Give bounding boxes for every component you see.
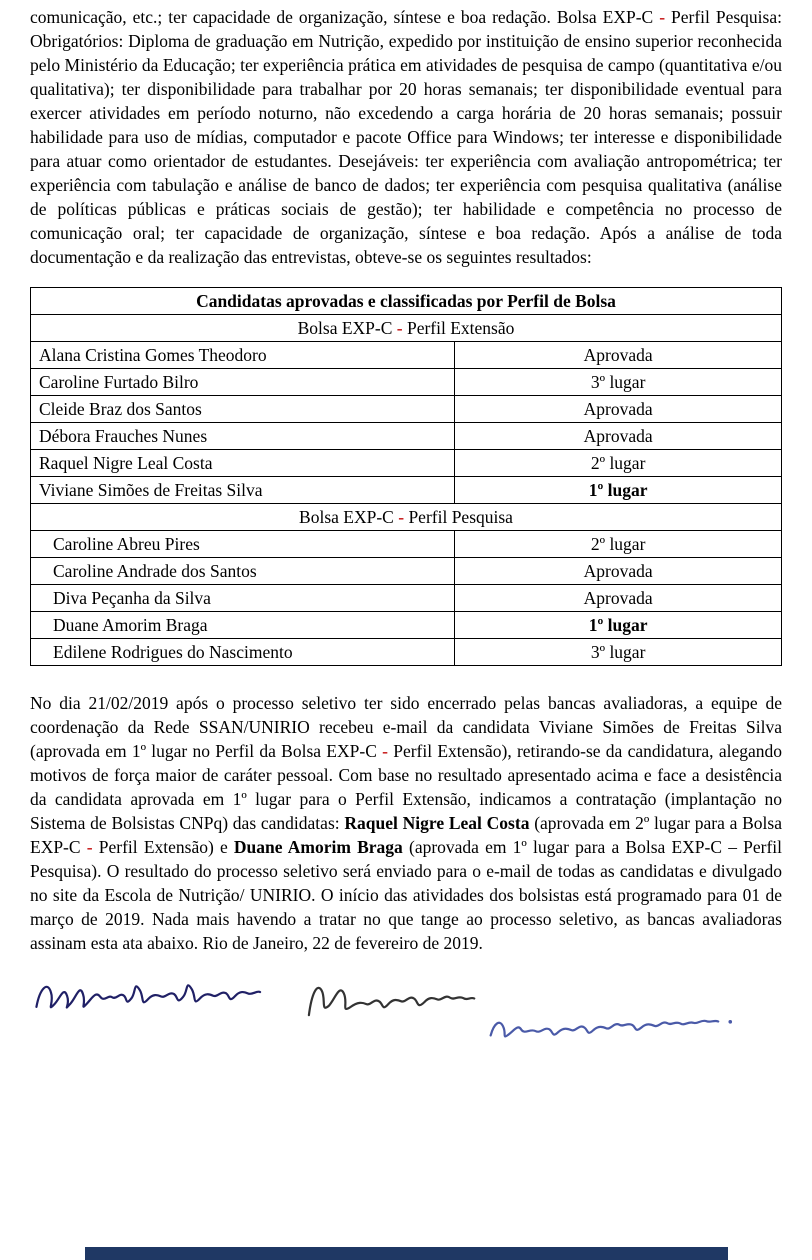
text-run: Perfil Pesquisa <box>404 506 513 527</box>
text-run: (aprovada em 2º lugar para a Bolsa EXP-C <box>30 813 782 857</box>
result-cell: 1º lugar <box>455 477 782 504</box>
table-row <box>31 612 782 639</box>
text-run: Perfil Extensão) e <box>92 837 234 857</box>
candidate-name-cell: Viviane Simões de Freitas Silva <box>31 477 455 504</box>
signature-1-image <box>29 961 266 1024</box>
candidate-name-cell: Caroline Furtado Bilro <box>31 369 455 396</box>
result-cell: Aprovada <box>455 585 782 612</box>
candidate-name-cell: Caroline Abreu Pires <box>31 531 455 558</box>
table-title: Candidatas aprovadas e classificadas por Perfil de Bolsa <box>31 288 782 315</box>
candidate-name-cell: Duane Amorim Braga <box>31 612 455 639</box>
paragraph-top <box>30 5 782 269</box>
bold-text-run: Duane Amorim Braga <box>233 837 403 857</box>
table-row <box>31 477 782 504</box>
result-cell: Aprovada <box>455 396 782 423</box>
result-cell: Aprovada <box>455 342 782 369</box>
signatures-block <box>30 965 782 1075</box>
red-hyphen: - <box>659 7 666 27</box>
table-row <box>31 423 782 450</box>
table-row <box>31 585 782 612</box>
bold-text-run: Raquel Nigre Leal Costa <box>344 813 530 833</box>
result-cell: 3º lugar <box>455 369 782 396</box>
footer-bar <box>85 1247 728 1260</box>
result-cell: 1º lugar <box>455 612 782 639</box>
red-hyphen: - <box>396 317 403 338</box>
paragraph-bottom <box>30 691 782 955</box>
result-cell: 2º lugar <box>455 450 782 477</box>
candidate-name-cell: Raquel Nigre Leal Costa <box>31 450 455 477</box>
candidate-name-cell: Caroline Andrade dos Santos <box>31 558 455 585</box>
text-run: No dia 21/02/2019 após o processo seletivo ter sido encerrado pelas bancas avaliadoras, a equipe de coordenação da Rede SSAN/UNIRIO recebeu e-mail da candidata Viviane Simões de Freitas Silva (aprovada em 1º lugar no Perfil da Bolsa EXP-C <box>30 693 782 761</box>
candidate-name-cell: Cleide Braz dos Santos <box>31 396 455 423</box>
red-hyphen: - <box>382 741 388 761</box>
candidate-name-cell: Alana Cristina Gomes Theodoro <box>31 342 455 369</box>
text-run: (aprovada em 1º lugar para a Bolsa EXP-C – Perfil Pesquisa). O resultado do processo seletivo será enviado para o e-mail de todas as candidatas e divulgado no site da Escola de Nutrição/ UNIRIO. O início das atividades dos bolsistas está programado para 01 de março de 2019. Nada mais havendo a tratar no que tange ao processo seletivo, as bancas avaliadoras assinam esta ata abaixo. Rio de Janeiro, 22 de fevereiro de 2019. <box>30 837 783 953</box>
table-row <box>31 396 782 423</box>
table-row <box>31 342 782 369</box>
text-run: Perfil Extensão), retirando-se da candidatura, alegando motivos de força maior de caráter pessoal. Com base no resultado apresentado acima e face a desistência da candidata aprovada em 1º lugar para o Perfil Extensão, indicamos a contratação (implantação no Sistema de Bolsistas CNPq) das candidatas: <box>30 741 782 833</box>
table-section-header <box>31 504 782 531</box>
text-run: Perfil Pesquisa: Obrigatórios: Diploma de graduação em Nutrição, expedido por instituição de ensino superior reconhecida pelo Ministério da Educação; ter experiência prática em atividades de pesquisa de campo (quantitativa e/ou qualitativa); ter disponibilidade para trabalhar por 20 horas semanais; ter disponibilidade eventual para exercer atividades em período noturno, não excedendo a carga horária de 20 horas semanais; possuir habilidade para uso de mídias, computador e pacote Office para Windows; ter interesse e disponibilidade para atuar como orientador de estudantes. Desejáveis: ter experiência com avaliação antropométrica; ter experiência com tabulação e análise de banco de dados; ter experiência com pesquisa qualitativa (análise de políticas públicas e práticas sociais de gestão); ter habilidade e competência no processo de comunicação oral; ter capacidade de organização, síntese e boa redação. Após a análise de toda documentação e da realização das entrevistas, obteve-se os seguintes resultados: <box>30 7 782 267</box>
result-cell: 3º lugar <box>455 639 782 666</box>
table-title-row <box>31 288 782 315</box>
text-run: Bolsa EXP-C <box>297 317 397 338</box>
table-section-header-row <box>31 315 782 342</box>
red-hyphen: - <box>86 837 93 857</box>
signature-3-image <box>484 992 741 1047</box>
results-table <box>30 287 782 666</box>
candidate-name-cell: Edilene Rodrigues do Nascimento <box>31 639 455 666</box>
table-section-header <box>31 315 782 342</box>
table-row <box>31 369 782 396</box>
table-row <box>31 531 782 558</box>
result-cell: Aprovada <box>455 558 782 585</box>
result-cell: Aprovada <box>455 423 782 450</box>
table-row <box>31 450 782 477</box>
text-run: comunicação, etc.; ter capacidade de organização, síntese e boa redação. Bolsa EXP-C <box>30 7 660 27</box>
text-run: Bolsa EXP-C <box>299 506 399 527</box>
candidate-name-cell: Diva Peçanha da Silva <box>31 585 455 612</box>
table-row <box>31 558 782 585</box>
results-table-body <box>31 288 782 666</box>
table-section-header-row <box>31 504 782 531</box>
result-cell: 2º lugar <box>455 531 782 558</box>
red-hyphen: - <box>398 506 405 527</box>
signature-2-image <box>297 966 479 1025</box>
candidate-name-cell: Débora Frauches Nunes <box>31 423 455 450</box>
text-run: Perfil Extensão <box>402 317 515 338</box>
table-row <box>31 639 782 666</box>
